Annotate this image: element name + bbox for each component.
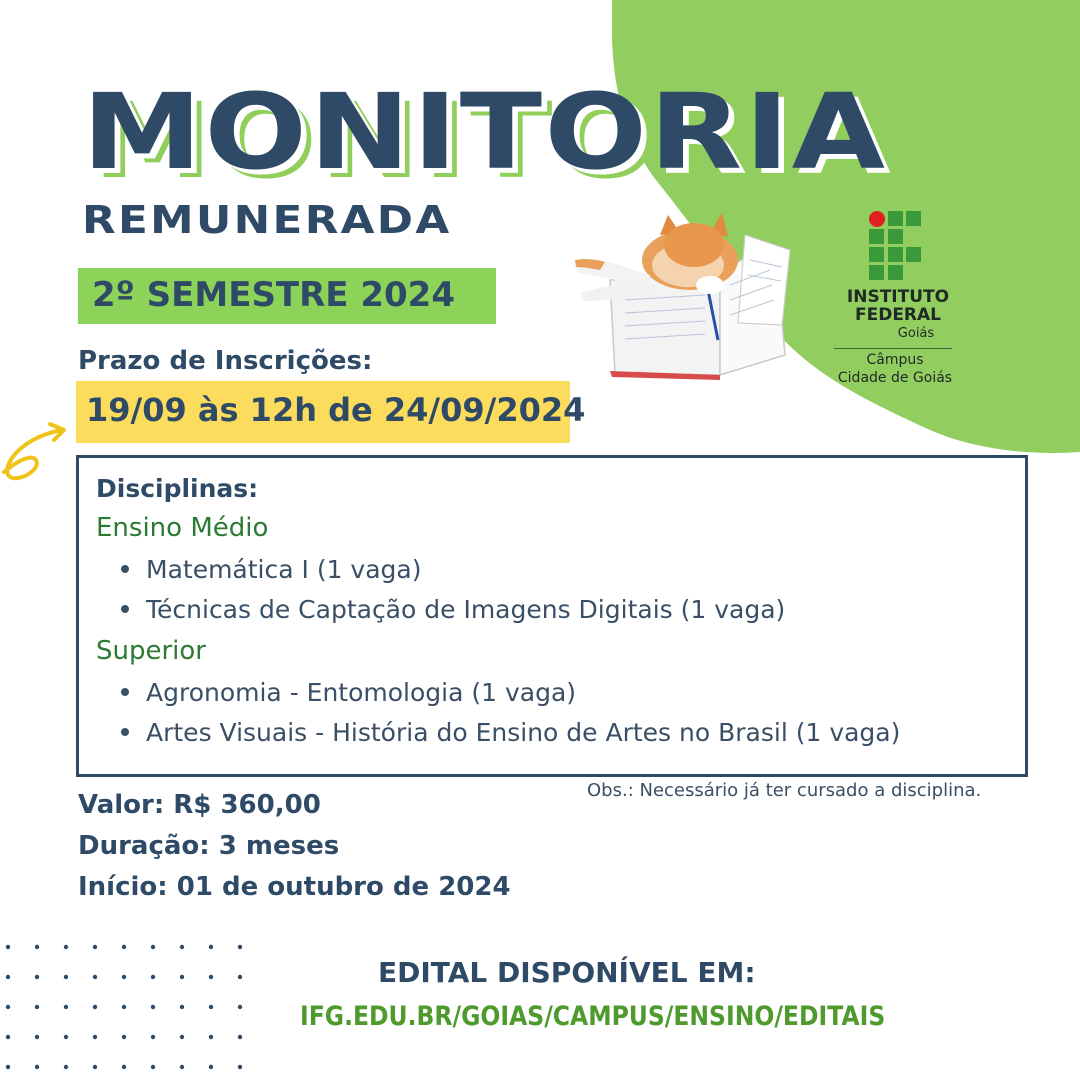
if-goias-logo-icon [838, 210, 958, 285]
bullet-icon [121, 728, 129, 736]
page-title: MONITORIA [82, 71, 888, 193]
disciplines-title: Disciplinas: [96, 474, 259, 503]
bullet-icon [121, 605, 129, 613]
value-info: Valor: R$ 360,00 [78, 790, 321, 820]
edital-url-link[interactable]: IFG.EDU.BR/GOIAS/CAMPUS/ENSINO/EDITAIS [300, 1001, 886, 1032]
bullet-icon [121, 688, 129, 696]
list-item [121, 555, 422, 584]
logo-divider [834, 348, 952, 349]
deadline-box [76, 381, 586, 443]
disciplines-card [76, 455, 1028, 777]
group-label-superior: Superior [96, 636, 206, 666]
squiggle-arrow-icon [0, 420, 72, 488]
logo-line-goias: Goiás [897, 326, 935, 341]
edital-label: EDITAL DISPONÍVEL EM: [378, 956, 756, 989]
duration-info: Duração: 3 meses [78, 831, 340, 861]
logo-line-federal: FEDERAL [854, 305, 942, 325]
dot-pattern-decoration [0, 940, 250, 1080]
requirement-note: Obs.: Necessário já ter cursado a disciplina. [587, 780, 982, 801]
page-subtitle: REMUNERADA [82, 198, 452, 242]
deadline-value: 19/09 às 12h de 24/09/2024 [86, 391, 586, 429]
list-item-text: Técnicas de Captação de Imagens Digitais (1 vaga) [146, 595, 786, 624]
semester-badge [78, 268, 496, 324]
list-item-text: Artes Visuais - História do Ensino de Artes no Brasil (1 vaga) [146, 718, 901, 747]
start-info: Início: 01 de outubro de 2024 [78, 872, 511, 902]
bullet-icon [121, 565, 129, 573]
list-item [121, 718, 900, 747]
list-item-text: Agronomia - Entomologia (1 vaga) [146, 678, 577, 707]
cat-with-notebook-image [570, 205, 795, 380]
if-goias-logo [838, 210, 958, 390]
list-item [121, 678, 576, 707]
group-label-ensino-medio: Ensino Médio [96, 513, 269, 543]
list-item [121, 595, 785, 624]
logo-campus-label: Câmpus [866, 352, 924, 368]
logo-campus-name: Cidade de Goiás [837, 370, 953, 386]
list-item-text: Matemática I (1 vaga) [146, 555, 422, 584]
deadline-label: Prazo de Inscrições: [78, 346, 373, 376]
logo-line-instituto: INSTITUTO [846, 287, 950, 307]
semester-text: 2º SEMESTRE 2024 [92, 275, 455, 315]
